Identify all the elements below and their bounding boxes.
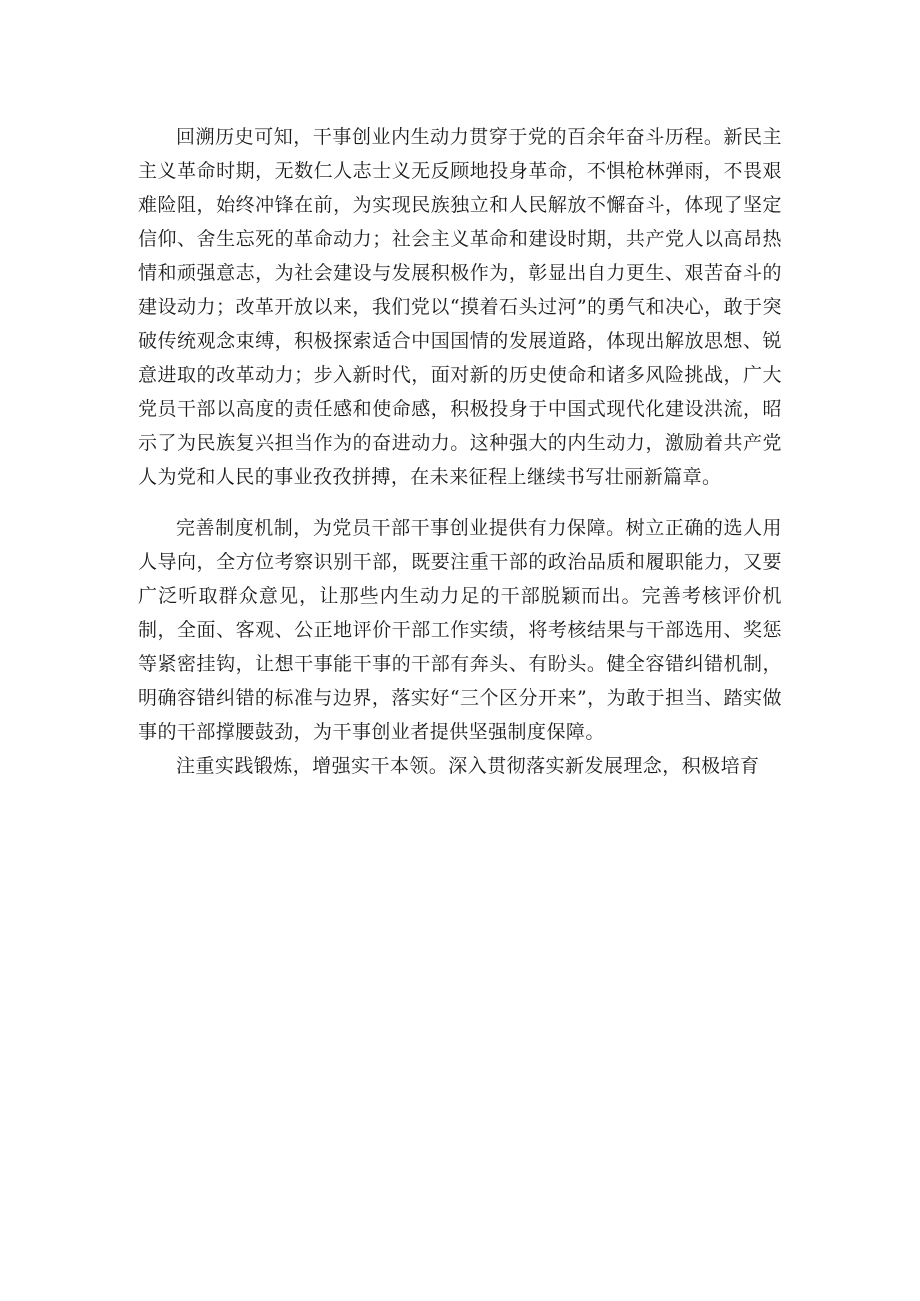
paragraph-practice-training: 注重实践锻炼，增强实干本领。深入贯彻落实新发展理念，积极培育 — [176, 755, 760, 777]
paragraph-institutional-mechanism: 完善制度机制，为党员干部干事创业提供有力保障。树立正确的选人用人导向，全方位考察识别干部，既要注重干部的政治品质和履职能力，又要广泛听取群众意见，让那些内生动力足的干部脱颖而出。完善考核评价机制，全面、客观、公正地评价干部工作实绩，将考核结果与干部选用、奖惩等紧密挂钩，让想干事能干事的干部有奔头、有盼头。健全容错纠错机制，明确容错纠错的标准与边界，落实好“三个区分开来”，为敢于担当、踏实做事的干部撑腰鼓劲，为干事创业者提供坚强制度保障。 — [138, 517, 782, 743]
paragraph-history: 回溯历史可知，干事创业内生动力贯穿于党的百余年奋斗历程。新民主主义革命时期，无数仁人志士义无反顾地投身革命，不惧枪林弹雨，不畏艰难险阻，始终冲锋在前，为实现民族独立和人民解放不懈奋斗，体现了坚定信仰、舍生忘死的革命动力；社会主义革命和建设时期，共产党人以高昂热情和顽强意志，为社会建设与发展积极作为，彰显出自力更生、艰苦奋斗的建设动力；改革开放以来，我们党以“摸着石头过河”的勇气和决心，敢于突破传统观念束缚，积极探索适合中国国情的发展道路，体现出解放思想、锐意进取的改革动力；步入新时代，面对新的历史使命和诸多风险挑战，广大党员干部以高度的责任感和使命感，积极投身于中国式现代化建设洪流，昭示了为民族复兴担当作为的奋进动力。这种强大的内生动力，激励着共产党人为党和人民的事业孜孜拼搏，在未来征程上继续书写壮丽新篇章。 — [138, 126, 782, 488]
